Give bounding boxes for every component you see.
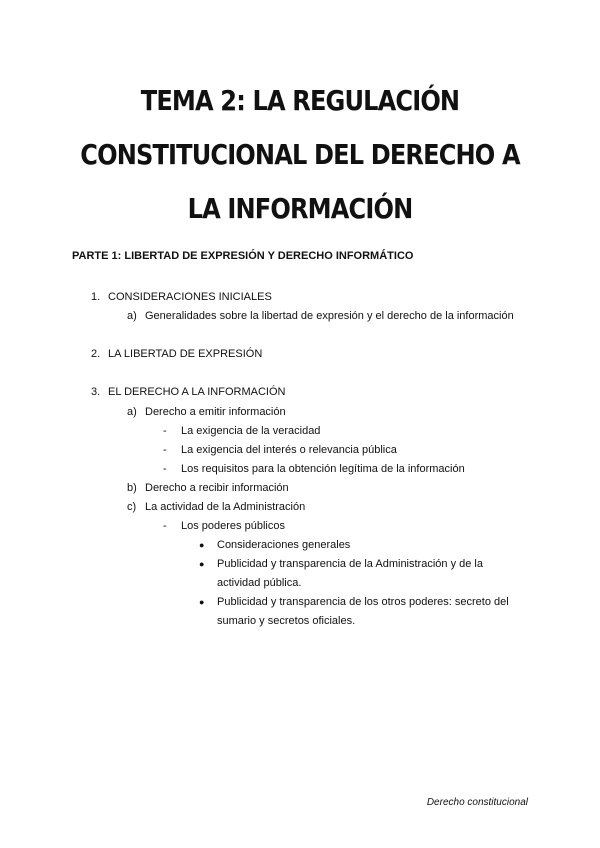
dash-marker: -: [163, 463, 167, 475]
dash-marker: -: [163, 520, 167, 532]
bullet-icon: ●: [199, 597, 205, 607]
section-heading: CONSIDERACIONES INICIALES: [108, 291, 272, 303]
bullet-icon: ●: [199, 559, 205, 569]
part-heading: PARTE 1: LIBERTAD DE EXPRESIÓN Y DERECHO INFORMÁTICO: [72, 250, 414, 262]
section-number: 1.: [91, 291, 101, 303]
list-item: Derecho a emitir información: [145, 406, 286, 418]
document-title: [42, 74, 558, 236]
dash-marker: -: [163, 444, 167, 456]
list-item: Generalidades sobre la libertad de expresión y el derecho de la información: [145, 310, 514, 322]
list-item: La actividad de la Administración: [145, 501, 306, 513]
section-number: 3.: [91, 386, 101, 398]
bullet-item: Consideraciones generales: [217, 539, 351, 551]
bullet-item: Publicidad y transparencia de los otros poderes: secreto del: [217, 596, 509, 608]
sub-item: Los requisitos para la obtención legítima de la información: [181, 463, 465, 475]
footer-text: Derecho constitucional: [426, 797, 528, 808]
section-heading: EL DERECHO A LA INFORMACIÓN: [108, 386, 286, 398]
sub-item: Los poderes públicos: [181, 520, 285, 532]
item-marker: a): [127, 406, 137, 418]
dash-marker: -: [163, 425, 167, 437]
bullet-item-continuation: sumario y secretos oficiales.: [217, 615, 356, 627]
title-line: CONSTITUCIONAL DEL DERECHO A: [80, 138, 520, 171]
section-number: 2.: [91, 348, 101, 360]
sub-item: La exigencia del interés o relevancia pública: [181, 444, 397, 456]
title-line: TEMA 2: LA REGULACIÓN: [140, 84, 460, 117]
bullet-icon: ●: [199, 540, 205, 550]
item-marker: a): [127, 310, 137, 322]
bullet-item: Publicidad y transparencia de la Administración y de la: [217, 558, 483, 570]
sub-item: La exigencia de la veracidad: [181, 425, 321, 437]
list-item: Derecho a recibir información: [145, 482, 289, 494]
section-heading: LA LIBERTAD DE EXPRESIÓN: [108, 348, 263, 360]
item-marker: c): [127, 501, 137, 513]
title-line: LA INFORMACIÓN: [187, 192, 413, 225]
item-marker: b): [127, 482, 137, 494]
bullet-item-continuation: actividad pública.: [217, 577, 302, 589]
